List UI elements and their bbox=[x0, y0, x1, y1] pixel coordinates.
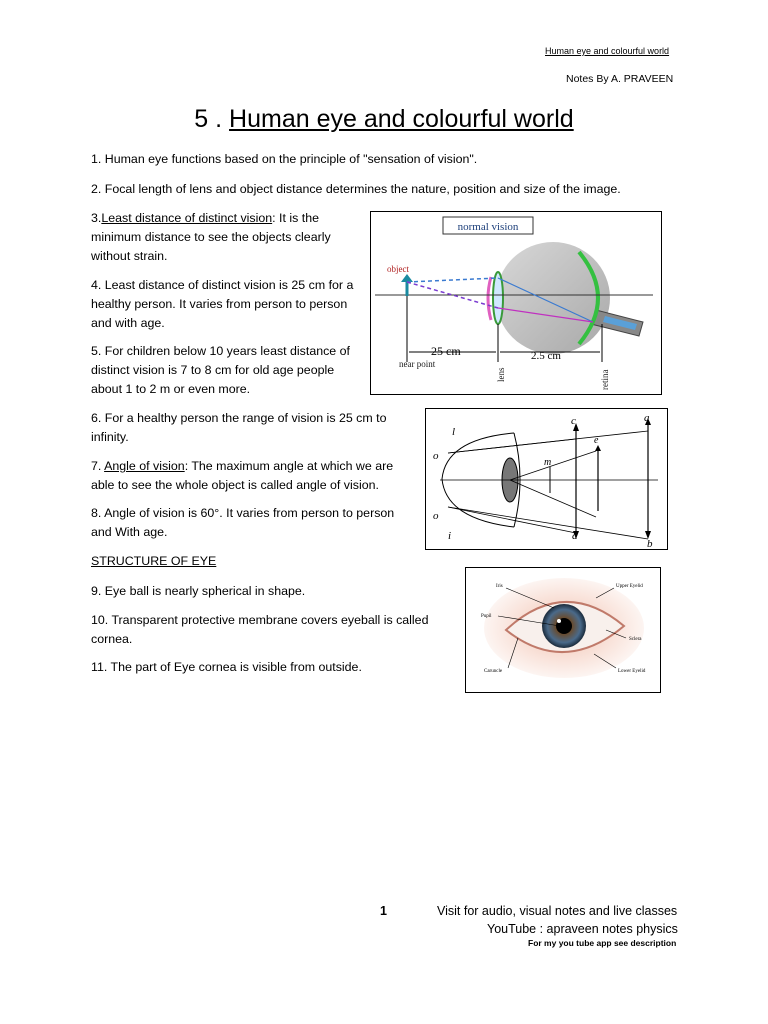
fig2-label-b: b bbox=[647, 538, 653, 549]
page-number: 1 bbox=[380, 904, 387, 918]
point-2: 2. Focal length of lens and object distance determines the nature, position and size of the image. bbox=[91, 182, 621, 196]
point-4: 4. Least distance of distinct vision is 25 cm for a healthy person. It varies from person to person and with age. bbox=[91, 278, 354, 330]
fig1-retina-label: retina bbox=[600, 369, 610, 390]
fig2-label-d: d bbox=[572, 530, 578, 542]
point-7-prefix: 7. bbox=[91, 459, 105, 473]
point-8: 8. Angle of vision is 60°. It varies from person to person and With age. bbox=[91, 506, 395, 539]
fig3-pupil: Pupil bbox=[481, 614, 492, 619]
page-title bbox=[0, 105, 768, 134]
structure-heading: STRUCTURE OF EYE bbox=[91, 554, 217, 568]
fig3-caruncle: Caruncle bbox=[484, 669, 503, 674]
point-7 bbox=[91, 457, 409, 495]
point-3-rest: : It is the minimum distance to see the objects clearly without strain. bbox=[91, 211, 331, 263]
point-5: 5. For children below 10 years least distance of distinct vision is 7 to 8 cm for old age people about 1 to 2 m or even more. bbox=[91, 344, 350, 396]
normal-vision-figure bbox=[370, 211, 662, 395]
fig3-lower-eyelid: Lower Eyelid bbox=[618, 669, 646, 674]
footer-visit: Visit for audio, visual notes and live classes bbox=[437, 904, 678, 918]
title-number: 5 . bbox=[194, 105, 230, 133]
fig2-label-a: a bbox=[644, 412, 650, 424]
point-9: 9. Eye ball is nearly spherical in shape. bbox=[91, 584, 306, 598]
point-6: 6. For a healthy person the range of vision is 25 cm to infinity. bbox=[91, 411, 387, 444]
fig1-dist-25cm: 25 cm bbox=[431, 344, 461, 358]
fig1-title: normal vision bbox=[457, 221, 519, 233]
point-10: 10. Transparent protective membrane covers eyeball is called cornea. bbox=[91, 613, 429, 646]
point-3 bbox=[91, 209, 349, 266]
header-author: Notes By A. PRAVEEN bbox=[566, 73, 674, 85]
point-3-term: Least distance of distinct vision bbox=[101, 211, 273, 225]
title-text: Human eye and colourful world bbox=[229, 105, 574, 133]
fig2-label-l: l bbox=[452, 426, 456, 438]
fig2-label-c: c bbox=[571, 415, 576, 427]
fig2-label-m: m bbox=[544, 457, 552, 468]
angle-of-vision-figure bbox=[425, 408, 668, 550]
eye-structure-figure bbox=[465, 567, 661, 693]
footer-youtube: YouTube : apraveen notes physics bbox=[487, 922, 678, 936]
fig1-lens-label: lens bbox=[496, 367, 506, 382]
fig1-dist-2-5cm: 2.5 cm bbox=[531, 350, 561, 362]
fig2-label-o-top: o bbox=[433, 450, 439, 462]
fig3-iris: Iris bbox=[496, 584, 503, 589]
fig1-near-point: near point bbox=[399, 359, 436, 369]
point-7-rest: : The maximum angle at which we are able to see the whole object is called angle of vision. bbox=[91, 459, 394, 492]
fig2-label-e: e bbox=[594, 435, 599, 446]
point-3-prefix: 3. bbox=[91, 211, 102, 225]
fig2-label-o-bottom: o bbox=[433, 510, 439, 522]
point-7-term: Angle of vision bbox=[104, 459, 185, 473]
fig1-object-label: object bbox=[387, 264, 409, 274]
footer-app-note: For my you tube app see description bbox=[528, 938, 677, 948]
fig3-sclera: Sclera bbox=[629, 637, 642, 642]
fig3-upper-eyelid: Upper Eyelid bbox=[616, 584, 643, 589]
point-11: 11. The part of Eye cornea is visible from outside. bbox=[91, 660, 362, 674]
header-topic: Human eye and colourful world bbox=[545, 46, 670, 56]
point-1: 1. Human eye functions based on the principle of "sensation of vision". bbox=[91, 152, 478, 166]
fig2-label-i: i bbox=[448, 530, 452, 542]
